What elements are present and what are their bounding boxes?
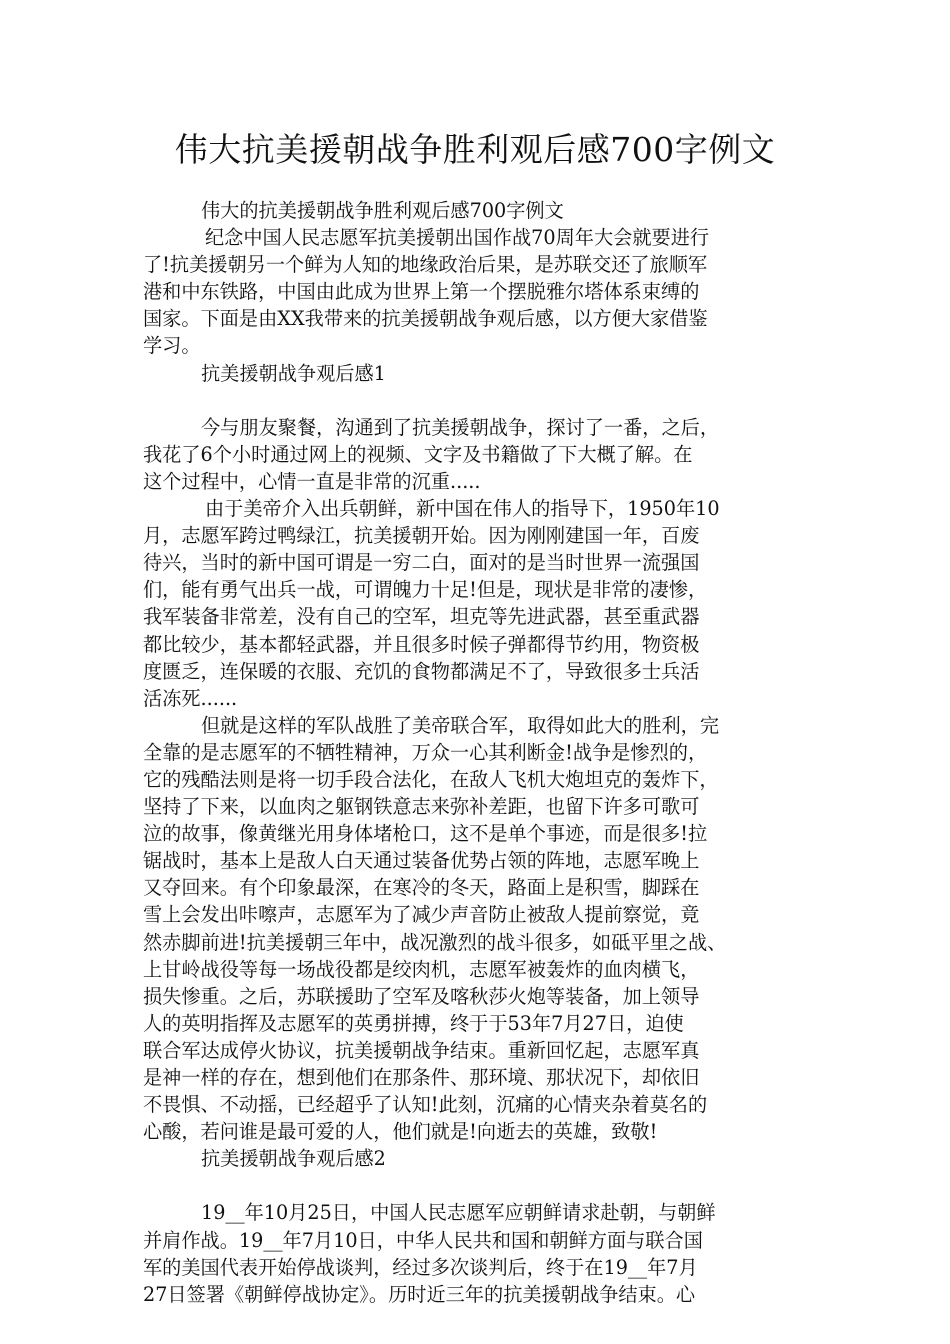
- paragraph-line: 坚持了下来，以血肉之躯钢铁意志来弥补差距，也留下许多可歌可: [143, 795, 700, 819]
- paragraph-line: 港和中东铁路，中国由此成为世界上第一个摆脱雅尔塔体系束缚的: [143, 280, 700, 304]
- paragraph-line: 联合军达成停火协议，抗美援朝战争结束。重新回忆起，志愿军真: [143, 1038, 700, 1062]
- paragraph-line: 但就是这样的军队战胜了美帝联合军，取得如此大的胜利，完: [201, 713, 720, 737]
- paragraph-line: 们，能有勇气出兵一战，可谓魄力十足!但是，现状是非常的凄惨，: [143, 578, 708, 602]
- paragraph-line: 不畏惧、不动摇，已经超乎了认知!此刻，沉痛的心情夹杂着莫名的: [143, 1093, 708, 1117]
- paragraph-line: 了!抗美援朝另一个鲜为人知的地缘政治后果，是苏联交还了旅顺军: [143, 253, 708, 277]
- paragraph-line: 27日签署《朝鲜停战协定》。历时近三年的抗美援朝战争结束。心: [143, 1282, 696, 1306]
- paragraph-line: 锯战时，基本上是敌人白天通过装备优势占领的阵地，志愿军晚上: [143, 849, 700, 873]
- paragraph-line: 并肩作战。19__年7月10日，中华人民共和国和朝鲜方面与联合国: [143, 1228, 703, 1252]
- paragraph-line: 又夺回来。有个印象最深，在寒冷的冬天，路面上是积雪，脚踩在: [143, 876, 700, 900]
- blank-line: [143, 387, 833, 414]
- paragraph-line: 19__年10月25日，中国人民志愿军应朝鲜请求赴朝，与朝鲜: [201, 1201, 716, 1225]
- paragraph-line: 损失惨重。之后，苏联援助了空军及喀秋莎火炮等装备，加上领导: [143, 984, 700, 1008]
- blank-line: [143, 1172, 833, 1199]
- paragraph-line: 月，志愿军跨过鸭绿江，抗美援朝开始。因为刚刚建国一年，百废: [143, 524, 700, 548]
- document-body: [143, 197, 833, 1308]
- paragraph-line: 国家。下面是由XX我带来的抗美援朝战争观后感，以方便大家借鉴: [143, 307, 708, 331]
- paragraph-line: 它的残酷法则是将一切手段合法化，在敌人飞机大炮坦克的轰炸下，: [143, 767, 719, 791]
- paragraph-line: 雪上会发出咔嚓声，志愿军为了减少声音防止被敌人提前察觉，竟: [143, 903, 700, 927]
- paragraph-line: 待兴，当时的新中国可谓是一穷二白，面对的是当时世界一流强国: [143, 551, 700, 575]
- paragraph-line: 泣的故事，像黄继光用身体堵枪口，这不是单个事迹，而是很多!拉: [143, 822, 708, 846]
- section-heading: 抗美援朝战争观后感2: [201, 1147, 386, 1171]
- paragraph-line: 由于美帝介入出兵朝鲜，新中国在伟人的指导下，1950年10: [205, 497, 720, 521]
- paragraph-line: 我花了6个小时通过网上的视频、文字及书籍做了下大概了解。在: [143, 442, 693, 466]
- paragraph-line: 今与朋友聚餐，沟通到了抗美援朝战争，探讨了一番，之后，: [201, 415, 720, 439]
- paragraph-line: 这个过程中，心情一直是非常的沉重.....: [143, 469, 481, 493]
- paragraph-line: 我军装备非常差，没有自己的空军，坦克等先进武器，甚至重武器: [143, 605, 700, 629]
- paragraph-line: 都比较少，基本都轻武器，并且很多时候子弹都得节约用，物资极: [143, 632, 700, 656]
- paragraph-line: 军的美国代表开始停战谈判，经过多次谈判后，终于在19__年7月: [143, 1255, 698, 1279]
- section-heading: 抗美援朝战争观后感1: [201, 361, 386, 385]
- subtitle-line: 伟大的抗美援朝战争胜利观后感700字例文: [201, 199, 564, 222]
- paragraph-line: 人的英明指挥及志愿军的英勇拼搏，终于于53年7月27日，迫使: [143, 1011, 684, 1035]
- paragraph-line: 然赤脚前进!抗美援朝三年中，战况激烈的战斗很多，如砥平里之战、: [143, 930, 727, 954]
- paragraph-line: 纪念中国人民志愿军抗美援朝出国作战70周年大会就要进行: [205, 226, 710, 250]
- paragraph-line: 全靠的是志愿军的不牺牲精神，万众一心其利断金!战争是惨烈的，: [143, 740, 708, 764]
- paragraph-line: 是神一样的存在，想到他们在那条件、那环境、那状况下，却依旧: [143, 1066, 700, 1089]
- paragraph-line: 上甘岭战役等每一场战役都是绞肉机，志愿军被轰炸的血肉横飞，: [143, 957, 700, 981]
- paragraph-line: 心酸，若问谁是最可爱的人，他们就是!向逝去的英雄，致敬!: [143, 1120, 658, 1144]
- paragraph-line: 度匮乏，连保暖的衣服、充饥的食物都满足不了，导致很多士兵活: [143, 659, 700, 683]
- paragraph-line: 活冻死......: [143, 686, 238, 710]
- paragraph-line: 学习。: [143, 334, 201, 358]
- document-title: 伟大抗美援朝战争胜利观后感700字例文: [174, 130, 776, 169]
